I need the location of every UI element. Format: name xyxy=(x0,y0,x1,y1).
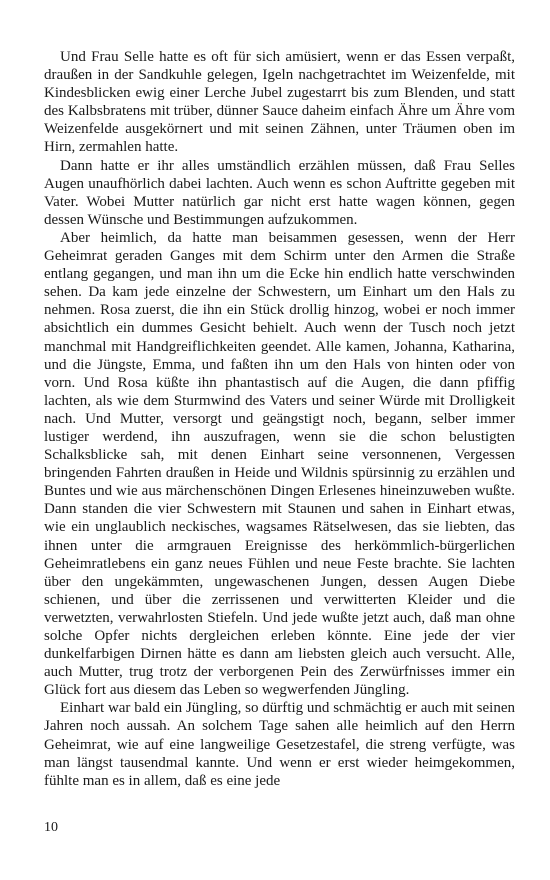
paragraph: Und Frau Selle hatte es oft für sich amüsiert, wenn er das Essen verpaßt, draußen in der Sandkuhle gelegen, Igeln nachgetrachtet im Weizenfelde, mit Kindesblicken ewig einer Lerche Jubel zugestarrt bis zum Blenden, und statt des Kalbsbratens mit trüber, dünner Sauce daheim einfach Ähre um Ähre vom Weizenfelde ausgekörnert und mit seinen Zähnen, unter Träumen oben im Hirn, zermahlen hatte. xyxy=(44,49,515,156)
paragraph: Einhart war bald ein Jüngling, so dürftig und schmächtig er auch mit seinen Jahren noch aussah. An solchem Tage sahen alle heimlich auf den Herrn Geheimrat, wie auf eine langweilige Gesetzestafel, die streng verfügte, was man längst tausendmal kannte. Und wenn er erst wieder heimgekommen, fühlte man es in allem, daß es eine jede xyxy=(44,700,515,789)
paragraph: Aber heimlich, da hatte man beisammen gesessen, wenn der Herr Geheimrat geraden Ganges mit dem Schirm unter den Armen die Straße entlang gegangen, und man ihn um die Ecke hin endlich hatte verschwinden sehen. Da kam jede einzelne der Schwestern, um Einhart um den Hals zu nehmen. Rosa zuerst, die ihn ein Stück drollig hinzog, wobei er noch immer absichtlich ein dummes Gesicht behielt. Auch wenn der Tusch noch jetzt manchmal mit Handgreiflichkeiten geendet. Alle kamen, Johanna, Katharina, und die Jüngste, Emma, und faßten ihn um den Hals von hinten oder von vorn. Und Rosa küßte ihn phantastisch auf die Augen, die dann pfiffig lachten, als wie dem Sturmwind des Vaters und seiner Würde mit Drolligkeit nach. Und Mutter, versorgt und geängstigt noch, begann, selber immer lustiger werdend, ihn auszufragen, wenn sie die schon belustigten Schalksblicke sah, mit denen Einhart seine versonnenen, Vergessen bringenden Fahrten draußen in Heide und Wildnis spürsinnig zu erzählen und Buntes und wie aus märchenschönen Dingen Erlesenes hineinzuweben wußte. Dann standen die vier Schwestern mit Staunen und sahen in Einhart etwas, wie ein unglaublich neckisches, wagsames Rätselwesen, das sie liebten, das ihnen unter die armgrauen Ereignisse des herkömmlich-bürgerlichen Geheimratlebens ein ganz neues Fühlen und neue Feste brachte. Sie lachten über den ungekämmten, ungewaschenen Jungen, dessen Augen Diebe schienen, und über die zerrissenen und verwitterten Kleider und die verwetzten, verwahrlosten Stiefeln. Und jede wußte jetzt auch, daß man ohne solche Opfer nichts dergleichen erleben könnte. Eine jede der vier dunkelfarbigen Dirnen hätte es dann am liebsten gleich auch versucht. Alle, auch Mutter, trug trotz der verborgenen Pein des Zerwürfnisses immer ein Glück fort aus diesem das Leben so wegwerfenden Jüngling. xyxy=(44,229,515,699)
page-body xyxy=(44,48,515,790)
paragraph: Dann hatte er ihr alles umständlich erzählen müssen, daß Frau Selles Augen unaufhörlich dabei lachten. Auch wenn es schon Auftritte gegeben mit Vater. Wobei Mutter natürlich gar nicht erst hatte wagen können, gegen dessen Wünsche und Bestimmungen aufzukommen. xyxy=(44,157,515,228)
page-number: 10 xyxy=(44,820,58,835)
